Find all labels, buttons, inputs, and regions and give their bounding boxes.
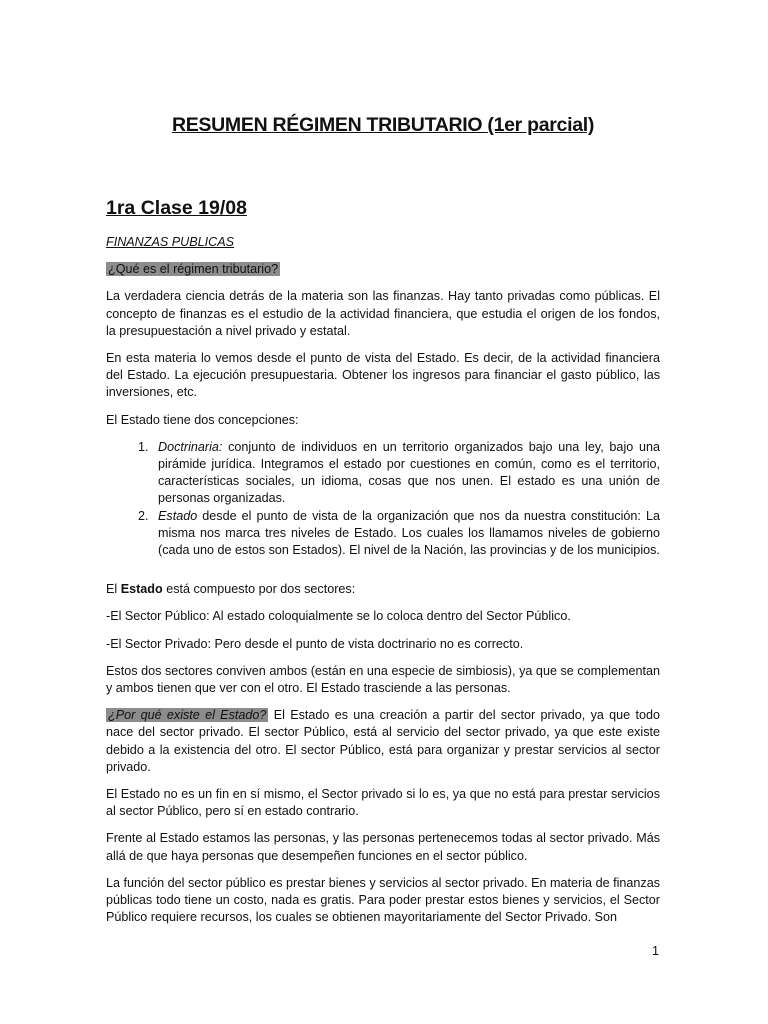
list-item xyxy=(152,508,660,560)
paragraph xyxy=(106,581,660,598)
document-body xyxy=(106,234,660,937)
paragraph: Frente al Estado estamos las personas, y las personas pertenecemos todas al sector privado. Más allá de que haya personas que desempeñen funciones en el sector público. xyxy=(106,831,660,863)
paragraph xyxy=(106,707,660,776)
paragraph: La verdadera ciencia detrás de la materia son las finanzas. Hay tanto privadas como públicas. El concepto de finanzas es el estudio de la actividad financiera, que estudia el origen de los fondos, la presupuestación a nivel privado y estatal. xyxy=(106,289,660,338)
text-run: está compuesto por dos sectores: xyxy=(162,582,356,597)
paragraph: En esta materia lo vemos desde el punto de vista del Estado. Es decir, de la actividad financiera del Estado. La ejecución presupuestaria. Obtener los ingresos para financiar el gasto público, las inversiones, etc. xyxy=(106,351,660,400)
list-item-text: desde el punto de vista de la organización que nos da nuestra constitución: La misma nos marca tres niveles de Estado. Los cuales los llamamos niveles de gobierno (cada uno de estos son Estados). El nivel de la Nación, las provincias y de los municipios. xyxy=(158,508,660,558)
page-number: 1 xyxy=(652,944,660,958)
section-heading: 1ra Clase 19/08 xyxy=(106,197,247,219)
subheading: FINANZAS PUBLICAS xyxy=(106,235,235,249)
list-item-term: Estado xyxy=(158,508,198,523)
concepts-list xyxy=(106,439,660,559)
paragraph: El Estado tiene dos concepciones: xyxy=(106,412,299,427)
paragraph: La función del sector público es prestar bienes y servicios al sector privado. En materia de finanzas públicas todo tiene un costo, nada es gratis. Para poder prestar estos bienes y servicios, el Sector Público requiere recursos, los cuales se obtienen mayoritariamente del Sector Privado. Son xyxy=(106,875,660,925)
paragraph: El Estado no es un fin en sí mismo, el Sector privado si lo es, ya que no está para prestar servicios al sector Público, pero sí en estado contrario. xyxy=(106,787,660,819)
highlighted-question: ¿Por qué existe el Estado? xyxy=(108,708,267,723)
highlighted-question: ¿Qué es el régimen tributario? xyxy=(108,262,279,277)
text-run: El Estado es una creación a partir del sector privado, ya que todo nace del sector privado. El sector Público, está al servicio del sector privado, ya que este existe debido a la existencia del otro. El sector Público, está para organizar y prestar servicios al sector privado. xyxy=(106,708,660,774)
paragraph: Estos dos sectores conviven ambos (están en una especie de simbiosis), ya que se complementan y ambos tienen que ver con el otro. El Estado trasciende a las personas. xyxy=(106,663,660,696)
paragraph: -El Sector Público: Al estado coloquialmente se lo coloca dentro del Sector Público. xyxy=(106,609,571,624)
text-run: El xyxy=(106,582,121,597)
paragraph: -El Sector Privado: Pero desde el punto de vista doctrinario no es correcto. xyxy=(106,636,524,651)
list-item-term: Doctrinaria: xyxy=(158,439,223,454)
bold-term: Estado xyxy=(120,582,163,597)
question-paragraph xyxy=(106,261,660,278)
list-item-text: conjunto de individuos en un territorio organizados bajo una ley, bajo una pirámide jurídica. Integramos el estado por cuestiones en común, como es el territorio, características sociales, un idioma, cosas que nos unen. El estado es una unión de personas organizadas. xyxy=(158,439,660,506)
spacer xyxy=(106,569,660,581)
list-item xyxy=(152,439,660,508)
document-title: RESUMEN RÉGIMEN TRIBUTARIO (1er parcial) xyxy=(171,114,595,136)
